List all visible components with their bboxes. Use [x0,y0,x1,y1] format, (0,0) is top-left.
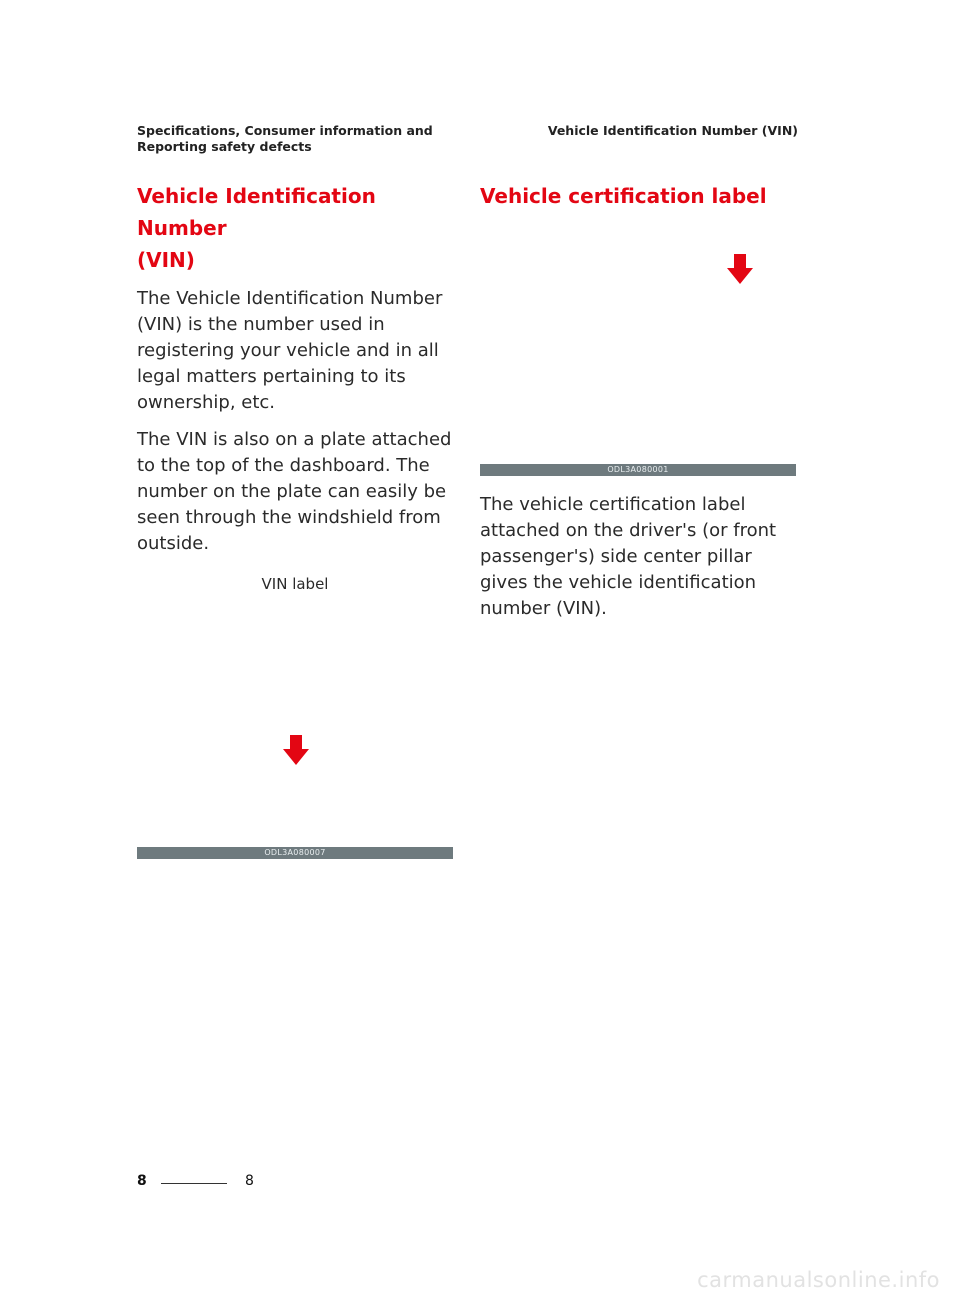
figure-caption-bar: ODL3A080001 [480,464,796,476]
certification-label-heading: Vehicle certification label [480,184,767,208]
running-header-line-1: Specifications, Consumer information and [137,123,433,138]
certification-paragraph: The vehicle certification label attached on the driver's (or front passenger's) side center pillar gives the vehicle identification number (VIN). [480,494,777,619]
running-header-title: Vehicle Identification Number (VIN) [547,123,798,138]
page-number-section: 8 [137,1173,147,1189]
left-column [137,180,453,863]
page-footer [137,1173,267,1193]
vin-heading-line-1: Vehicle Identification Number [137,184,376,240]
certification-label-figure [480,222,796,476]
vin-heading [137,180,453,276]
watermark-text: carmanualsonline.info [697,1268,940,1292]
running-header-section [137,123,457,155]
vin-heading-line-2: (VIN) [137,248,195,272]
footer-divider [161,1183,227,1184]
right-column [480,180,796,633]
vin-label-figure [137,593,453,863]
vin-paragraph-2: The VIN is also on a plate attached to the top of the dashboard. The number on the plate can easily be seen through the windshield from outside. [137,429,452,554]
red-down-arrow-icon [283,735,309,765]
vin-figure-label: VIN label [261,575,329,593]
page-number: 8 [245,1173,254,1189]
running-header-line-2: Reporting safety defects [137,139,312,154]
figure-caption-bar: ODL3A080007 [137,847,453,859]
red-down-arrow-icon [727,254,753,284]
vin-paragraph-1: The Vehicle Identification Number (VIN) is the number used in registering your vehicle and in all legal matters pertaining to its ownership, etc. [137,288,443,413]
